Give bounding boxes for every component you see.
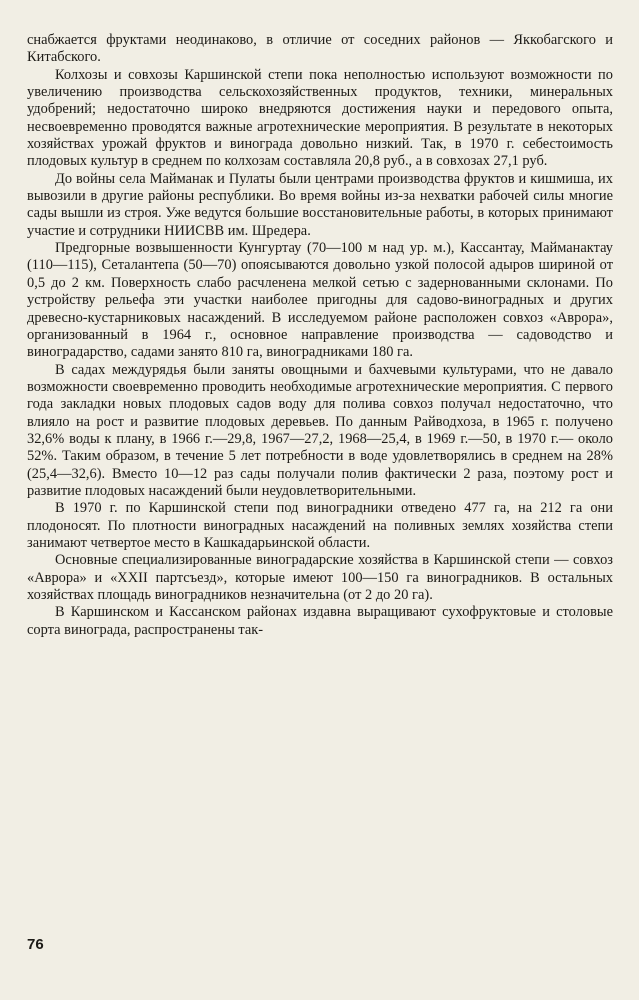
page-body xyxy=(27,32,613,639)
paragraph-3: До войны села Майманак и Пулаты были центрами производства фруктов и кишмиша, их вывозили в другие районы республики. Во время войны из-за нехватки рабочей силы многие сады вышли из строя. Уже ведутся большие восстановительные работы, в которых принимают участие и сотрудники НИИСВВ им. Шредера. xyxy=(27,170,613,239)
paragraph-7: Основные специализированные виноградарские хозяйства в Каршинской степи — совхоз «Аврора» и «XXII партсъезд», которые имеют 100—150 га виноградников. В остальных хозяйствах площадь виноградников незначительна (от 2 до 20 га). xyxy=(27,552,613,603)
page-number: 76 xyxy=(27,936,44,953)
paragraph-8: В Каршинском и Кассанском районах издавна выращивают сухофруктовые и столовые сорта винограда, распространены так- xyxy=(27,604,613,638)
paragraph-2: Колхозы и совхозы Каршинской степи пока неполностью используют возможности по увеличению производства сельскохозяйственных продуктов, техники, минеральных удобрений; недостаточно широко внедряются достижения науки и передового опыта, несвоевременно проводятся важные агротехнические мероприятия. В результате в некоторых хозяйствах урожай фруктов и винограда довольно низкий. Так, в 1970 г. себестоимость плодовых культур в среднем по колхозам составляла 20,8 руб., а в совхозах 27,1 руб. xyxy=(27,66,613,170)
paragraph-1: снабжается фруктами неодинаково, в отличие от соседних районов — Яккобагского и Китабского. xyxy=(27,32,613,66)
paragraph-5: В садах междурядья были заняты овощными и бахчевыми культурами, что не давало возможности своевременно проводить необходимые агротехнические мероприятия. С первого года закладки новых плодовых садов воду для полива совхоз получал недостаточно, что влияло на рост и развитие плодовых деревьев. По данным Райводхоза, в 1965 г. получено 32,6% воды к плану, в 1966 г.—29,8, 1967—27,2, 1968—25,4, в 1969 г.—50, в 1970 г.— около 52%. Таким образом, в течение 5 лет потребности в воде удовлетворялись в среднем на 28% (25,4—32,6). Вместо 10—12 раз сады получали полив фактически 2 раза, поэтому рост и развитие плодовых насаждений были неудовлетворительными. xyxy=(27,361,613,499)
paragraph-4: Предгорные возвышенности Кунгуртау (70—100 м над ур. м.), Кассантау, Майманактау (110—115), Сеталантепа (50—70) опоясываются довольно узкой полосой адыров шириной от 0,5 до 2 км. Поверхность слабо расчленена мелкой сетью с задернованными склонами. По устройству рельефа эти участки наиболее пригодны для садово-виноградных и других древесно-кустарниковых насаждений. В исследуемом районе расположен совхоз «Аврора», организованный в 1964 г., основное направление производства — садоводство и виноградарство, садами занято 810 га, виноградниками 180 га. xyxy=(27,240,613,361)
paragraph-6: В 1970 г. по Каршинской степи под виноградники отведено 477 га, на 212 га они плодоносят. По плотности виноградных насаждений на поливных землях хозяйства степи занимают четвертое место в Кашкадарьинской области. xyxy=(27,500,613,551)
